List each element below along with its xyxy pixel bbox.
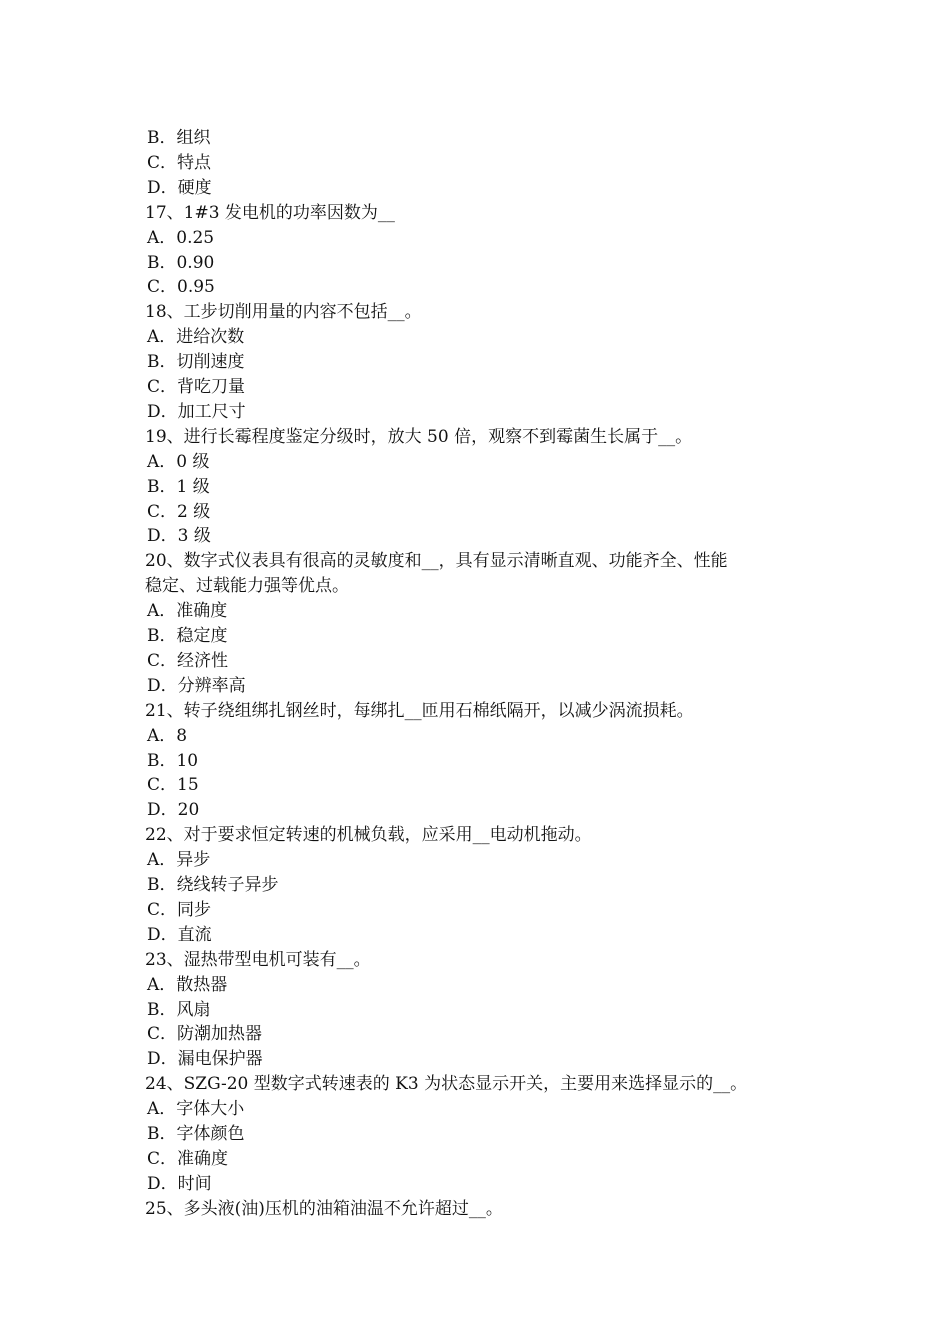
answer-option: B．绕线转子异步 bbox=[147, 875, 279, 895]
answer-option: A．异步 bbox=[147, 850, 211, 870]
answer-option: C．同步 bbox=[147, 900, 212, 920]
answer-option: B．字体颜色 bbox=[147, 1124, 245, 1144]
answer-option: A．字体大小 bbox=[147, 1099, 245, 1119]
answer-option: B．风扇 bbox=[147, 1000, 211, 1020]
answer-option: A．进给次数 bbox=[147, 327, 245, 347]
answer-option: A．0.25 bbox=[147, 228, 215, 248]
question-text: 25、多头液(油)压机的油箱油温不允许超过__。 bbox=[145, 1199, 503, 1219]
answer-option: C．经济性 bbox=[147, 651, 229, 671]
answer-option: C．准确度 bbox=[147, 1149, 229, 1169]
question-text: 20、数字式仪表具有很高的灵敏度和__，具有显示清晰直观、功能齐全、性能 bbox=[145, 551, 728, 571]
answer-option: A．准确度 bbox=[147, 601, 228, 621]
answer-option: D．3 级 bbox=[147, 526, 211, 546]
answer-option: D．20 bbox=[147, 800, 200, 820]
answer-option: B．稳定度 bbox=[147, 626, 228, 646]
question-text: 22、对于要求恒定转速的机械负载，应采用__电动机拖动。 bbox=[145, 825, 592, 845]
question-text: 18、工步切削用量的内容不包括__。 bbox=[145, 302, 422, 322]
question-text: 24、SZG-20 型数字式转速表的 K3 为状态显示开关，主要用来选择显示的__。 bbox=[145, 1074, 748, 1094]
question-text: 21、转子绕组绑扎钢丝时，每绑扎__匝用石棉纸隔开，以减少涡流损耗。 bbox=[145, 701, 694, 721]
answer-option: D．漏电保护器 bbox=[147, 1049, 263, 1069]
question-text: 17、1#3 发电机的功率因数为__ bbox=[145, 203, 395, 223]
answer-option: C．0.95 bbox=[147, 277, 215, 297]
answer-option: B．1 级 bbox=[147, 477, 210, 497]
answer-option: A．散热器 bbox=[147, 975, 228, 995]
answer-option: C．防潮加热器 bbox=[147, 1024, 263, 1044]
answer-option: B．10 bbox=[147, 751, 199, 771]
answer-option: B．组织 bbox=[147, 128, 211, 148]
answer-option: A．8 bbox=[147, 726, 188, 746]
answer-option: B．切削速度 bbox=[147, 352, 245, 372]
question-text: 19、进行长霉程度鉴定分级时，放大 50 倍，观察不到霉菌生长属于__。 bbox=[145, 427, 693, 447]
question-text: 23、湿热带型电机可装有__。 bbox=[145, 950, 371, 970]
answer-option: C．特点 bbox=[147, 153, 212, 173]
answer-option: C．15 bbox=[147, 775, 199, 795]
answer-option: C．2 级 bbox=[147, 502, 211, 522]
answer-option: A．0 级 bbox=[147, 452, 210, 472]
answer-option: D．硬度 bbox=[147, 178, 212, 198]
answer-option: B．0.90 bbox=[147, 253, 215, 273]
answer-option: D．分辨率高 bbox=[147, 676, 246, 696]
question-text: 稳定、过载能力强等优点。 bbox=[145, 576, 349, 596]
answer-option: D．加工尺寸 bbox=[147, 402, 246, 422]
answer-option: D．直流 bbox=[147, 925, 212, 945]
answer-option: C．背吃刀量 bbox=[147, 377, 246, 397]
answer-option: D．时间 bbox=[147, 1174, 212, 1194]
